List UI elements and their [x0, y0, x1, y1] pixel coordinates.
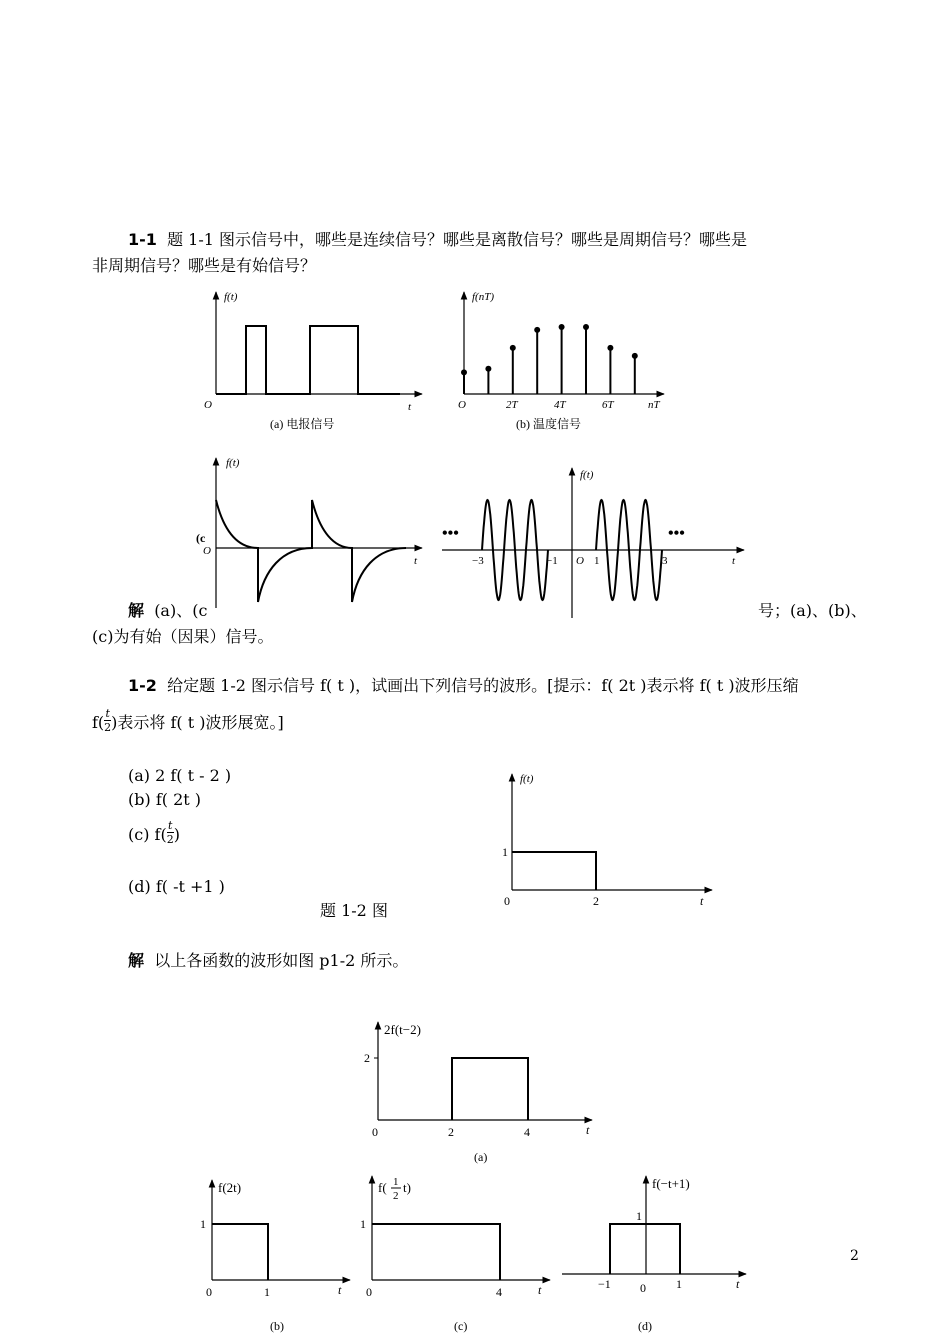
tick-0: 0 [640, 1281, 646, 1295]
caption: (a) 电报信号 [270, 417, 335, 431]
q2-number: 1-2 [128, 676, 157, 695]
caption: (b) [270, 1319, 284, 1333]
fig1-c-exponential [196, 452, 432, 610]
origin: O [458, 399, 466, 411]
xlabel: t [586, 1123, 590, 1137]
fig2-d [560, 1170, 752, 1338]
a1-text-line2: (c)为有始（因果）信号。 [92, 627, 274, 646]
y-tick: 1 [636, 1209, 642, 1223]
q1-number: 1-1 [128, 230, 157, 249]
xlabel: t [414, 555, 418, 567]
tick-origin: O [576, 555, 584, 567]
ylabel-frac-den: 2 [393, 1190, 399, 1202]
a2-line [128, 948, 408, 974]
q2-line2-post: )表示将 f( t )波形展宽。] [111, 713, 284, 732]
xlabel: nT [648, 399, 660, 411]
ylabel: f(t) [520, 773, 534, 785]
tick-neg1: −1 [546, 555, 558, 567]
fig2-a [360, 1020, 600, 1170]
y-tick: 1 [360, 1217, 366, 1231]
pulse [212, 1224, 268, 1280]
fig1-2-rect [498, 770, 718, 910]
y-tick-1: 1 [502, 845, 508, 859]
tick-0: 0 [206, 1285, 212, 1299]
stray-label: (c [196, 531, 206, 545]
page-number: 2 [850, 1248, 859, 1264]
ylabel: f(t) [224, 291, 238, 303]
fig1-a-telegraph [200, 288, 430, 438]
pulse-waveform [216, 326, 400, 394]
tick-4: 4 [496, 1285, 502, 1299]
tick-0: 0 [372, 1125, 378, 1139]
tick-2T: 2T [506, 399, 518, 411]
tick-neg1: −1 [598, 1277, 611, 1291]
a2-label: 解 [128, 951, 145, 970]
tick-3: 3 [662, 555, 668, 567]
xlabel: t [700, 894, 704, 908]
q2-item-d: (d) f( -t +1 ) [128, 877, 225, 896]
fig1-d-sine-bursts [438, 464, 750, 620]
tick-1: 1 [676, 1277, 682, 1291]
fig1-b-temperature [440, 288, 670, 438]
a1-text-left: (a)、(c [154, 601, 208, 620]
origin: O [203, 545, 211, 557]
sample-dot [510, 345, 516, 351]
tick-6T: 6T [602, 399, 614, 411]
fig2-b [196, 1176, 356, 1338]
q1-text-line1: 题 1-1 图示信号中，哪些是连续信号？哪些是离散信号？哪些是周期信号？哪些是 [167, 230, 748, 249]
ylabel-post: t) [403, 1180, 411, 1195]
pulse [372, 1224, 500, 1280]
tick-2: 2 [448, 1125, 454, 1139]
q2-text-line2 [92, 707, 284, 736]
ylabel: f(t) [226, 457, 240, 469]
sample-dot [632, 353, 638, 359]
xlabel: t [338, 1283, 342, 1297]
xlabel: t [736, 1277, 740, 1291]
x-tick-2: 2 [593, 894, 599, 908]
y-tick: 1 [200, 1217, 206, 1231]
tick-1: 1 [264, 1285, 270, 1299]
q2-line2-pre: f( [92, 713, 105, 732]
q2-item-c-fraction: $\frac{t}{2}$ [166, 819, 174, 846]
a1-label: 解 [128, 601, 145, 620]
xlabel: t [538, 1283, 542, 1297]
ylabel: f(nT) [472, 291, 494, 303]
sample-dot [607, 345, 613, 351]
origin: O [204, 399, 212, 411]
sample-stems [461, 324, 638, 394]
y-tick: 2 [364, 1051, 370, 1065]
pulse [610, 1224, 680, 1274]
tick-neg3: −3 [472, 555, 484, 567]
tick-4T: 4T [554, 399, 566, 411]
xlabel: t [408, 401, 412, 413]
ylabel-frac-num: 1 [393, 1176, 399, 1188]
caption: (c) [454, 1319, 468, 1333]
q1-text [128, 227, 747, 253]
q2-fraction: $\frac{t}{2}$ [104, 707, 112, 734]
fig2-c [358, 1170, 558, 1338]
q2-text [128, 673, 799, 699]
ylabel: 2f(t−2) [384, 1022, 421, 1037]
q1-text-line2: 非周期信号？哪些是有始信号？ [92, 256, 317, 275]
ellipsis-left: ••• [442, 525, 459, 542]
sample-dot [534, 327, 540, 333]
ylabel-pre: f( [378, 1180, 387, 1195]
q2-item-a: (a) 2 f( t - 2 ) [128, 766, 232, 785]
ylabel: f(−t+1) [652, 1176, 690, 1191]
sample-dot [583, 324, 589, 330]
tick-0: 0 [366, 1285, 372, 1299]
rect-pulse [512, 852, 596, 890]
ylabel: f(2t) [218, 1180, 242, 1195]
caption: (a) [474, 1150, 488, 1164]
caption: (b) 温度信号 [516, 417, 581, 431]
tick-4: 4 [524, 1125, 530, 1139]
q2-text-line1: 给定题 1-2 图示信号 f( t )，试画出下列信号的波形。[提示：f( 2t )表示将 f( t )波形压缩 [167, 676, 799, 695]
sample-dot [461, 369, 467, 375]
pulse [452, 1058, 528, 1120]
xlabel: t [732, 555, 736, 567]
a1-line1-left [128, 598, 207, 624]
exponential-waveform [216, 500, 406, 602]
sample-dot [559, 324, 565, 330]
tick-1: 1 [594, 555, 600, 567]
caption: (d) [638, 1319, 652, 1333]
a2-text: 以上各函数的波形如图 p1-2 所示。 [154, 951, 409, 970]
ellipsis-right: ••• [668, 525, 685, 542]
sample-dot [485, 366, 491, 372]
q2-fig-caption: 题 1-2 图 [320, 901, 388, 920]
a1-text-right: 号；(a)、(b)、 [758, 601, 867, 620]
origin: 0 [504, 894, 510, 908]
q2-item-b: (b) f( 2t ) [128, 790, 201, 809]
ylabel: f(t) [580, 469, 594, 481]
q2-item-c: (c) f( $\frac{t}{2}$ ) [128, 819, 180, 846]
